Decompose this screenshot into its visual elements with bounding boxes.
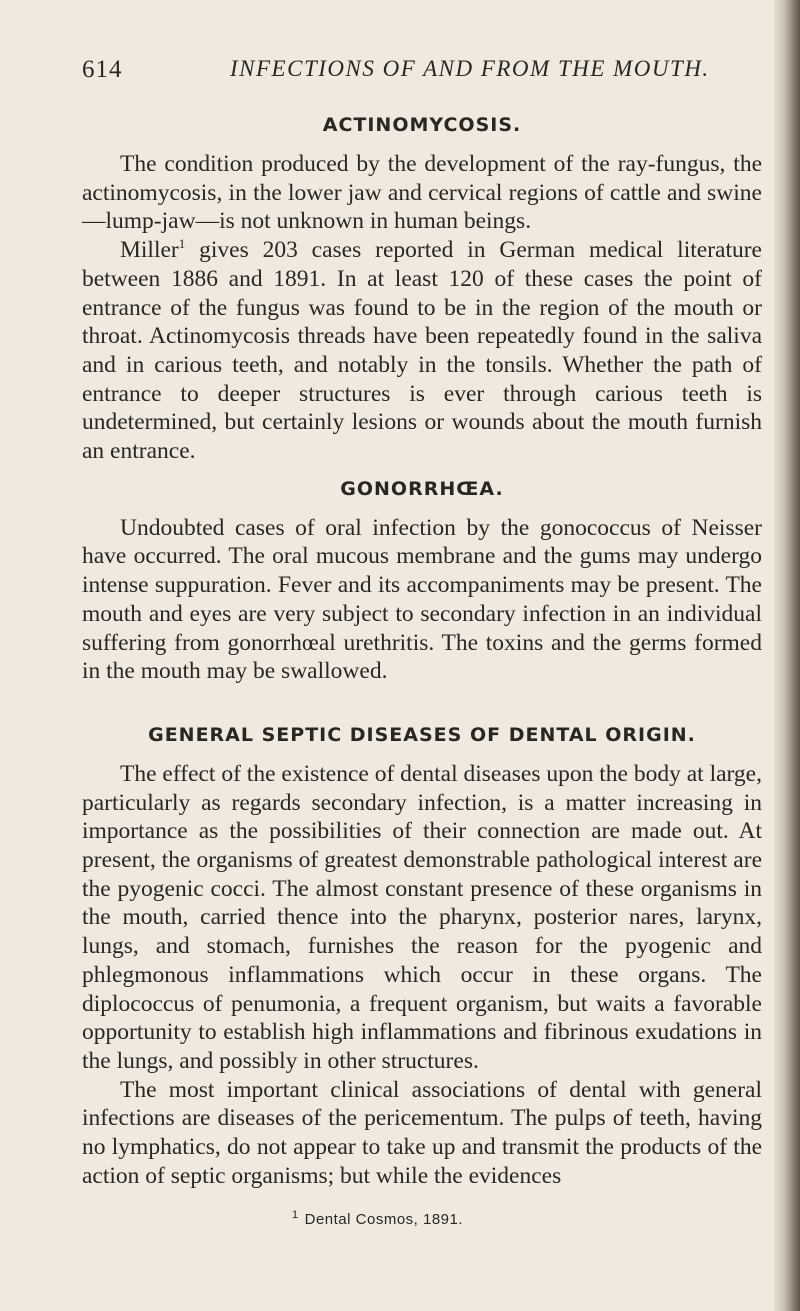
running-title: INFECTIONS OF AND FROM THE MOUTH. bbox=[230, 56, 710, 81]
paragraph: The effect of the existence of dental diseases upon the body at large, particularly as regards secondary infection, is a matter increasing in importance as the possibilities of their connection are made out. At present, the organisms of greatest demonstrable pathological interest are the pyogenic cocci. The almost constant presence of these organisms in the mouth, carried thence into the pharynx, posterior nares, larynx, lungs, and stomach, furnishes the reason for the pyogenic and phlegmonous inflammations which occur in these organs. The diplococcus of penumonia, a frequent organism, but waits a favorable opportunity to establish high inflammations and fibrinous exudations in the lungs, and possibly in other structures. bbox=[82, 760, 762, 1074]
paragraph-text: Miller bbox=[120, 237, 179, 264]
footnote-text: Dental Cosmos, 1891. bbox=[304, 1210, 464, 1228]
page-content bbox=[82, 56, 762, 1228]
footnote-reference[interactable]: 1 bbox=[178, 236, 186, 252]
running-head bbox=[82, 56, 762, 90]
page-number: 614 bbox=[82, 56, 123, 83]
footnote-mark: 1 bbox=[292, 1208, 299, 1221]
footnote bbox=[82, 1208, 762, 1228]
page-edge-shadow bbox=[774, 0, 800, 1311]
paragraph-text: gives 203 cases reported in German medical literature between 1886 and 1891. In at least 120 of these cases the point of entrance of the fungus was found to be in the region of the mouth or throat. Actinomycosis threads have been repeatedly found in the saliva and in carious teeth, and notably in the tonsils. Whether the path of entrance to deeper structures is ever through carious teeth is undetermined, but certainly lesions or wounds about the mouth furnish an entrance. bbox=[82, 237, 762, 465]
section-title-general-septic-diseases: GENERAL SEPTIC DISEASES OF DENTAL ORIGIN. bbox=[148, 723, 696, 746]
paragraph: The most important clinical associations of dental with general infections are diseases of the pericementum. The pulps of teeth, having no lymphatics, do not appear to take up and transmit the products of the action of septic organisms; but while the evidences bbox=[82, 1076, 762, 1189]
paragraph: The condition produced by the development of the ray-fungus, the actinomycosis, in the lower jaw and cervical regions of cattle and swine—lump-jaw—is not unknown in human beings. bbox=[82, 151, 762, 235]
section-title-actinomycosis: ACTINOMYCOSIS. bbox=[322, 114, 522, 136]
section-title-gonorrhoea: GONORRHŒA. bbox=[340, 477, 504, 500]
paragraph bbox=[82, 236, 762, 466]
paragraph: Undoubted cases of oral infection by the gonococcus of Neisser have occurred. The oral mucous membrane and the gums may undergo intense suppuration. Fever and its accompaniments may be present. The mouth and eyes are very subject to secondary infection in an individual suffering from gonorrhœal urethritis. The toxins and the germs formed in the mouth may be swallowed. bbox=[82, 514, 762, 685]
